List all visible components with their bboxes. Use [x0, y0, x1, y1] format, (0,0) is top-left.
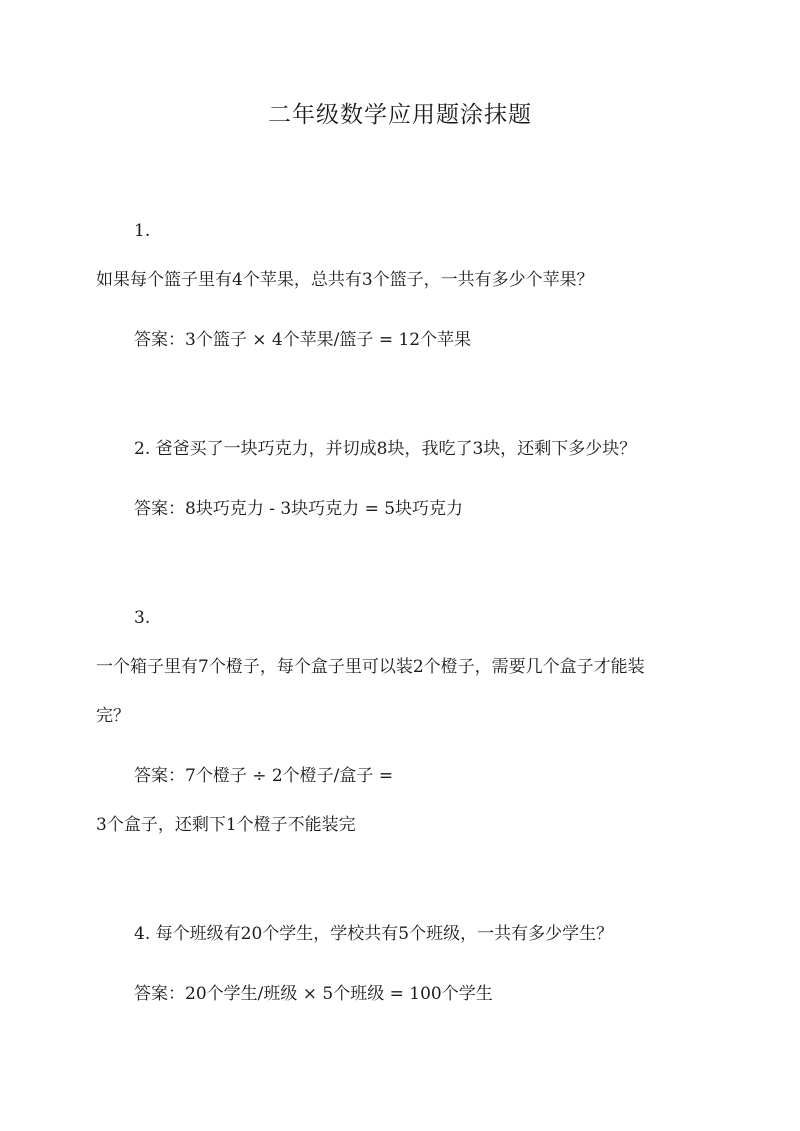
question-1-number: 1. [134, 221, 151, 241]
answer-3-continued: 3个盒子，还剩下1个橙子不能装完 [96, 815, 356, 835]
document-title: 二年级数学应用题涂抹题 [268, 102, 532, 128]
question-1-text: 如果每个篮子里有4个苹果，总共有3个篮子，一共有多少个苹果？ [96, 270, 594, 290]
question-2-text: 2. 爸爸买了一块巧克力，并切成8块，我吃了3块，还剩下多少块？ [134, 439, 637, 459]
answer-3: 答案：7个橙子 ÷ 2个橙子/盒子 = [134, 766, 394, 786]
answer-1: 答案：3个篮子 × 4个苹果/篮子 = 12个苹果 [134, 330, 472, 350]
answer-4: 答案：20个学生/班级 × 5个班级 = 100个学生 [134, 984, 493, 1004]
question-3-number: 3. [134, 608, 151, 628]
question-4-text: 4. 每个班级有20个学生，学校共有5个班级，一共有多少学生？ [134, 924, 614, 944]
question-3-text-continued: 完？ [96, 706, 130, 726]
answer-2: 答案：8块巧克力 - 3块巧克力 = 5块巧克力 [134, 499, 464, 519]
question-3-text: 一个箱子里有7个橙子，每个盒子里可以装2个橙子，需要几个盒子才能装 [96, 657, 645, 677]
